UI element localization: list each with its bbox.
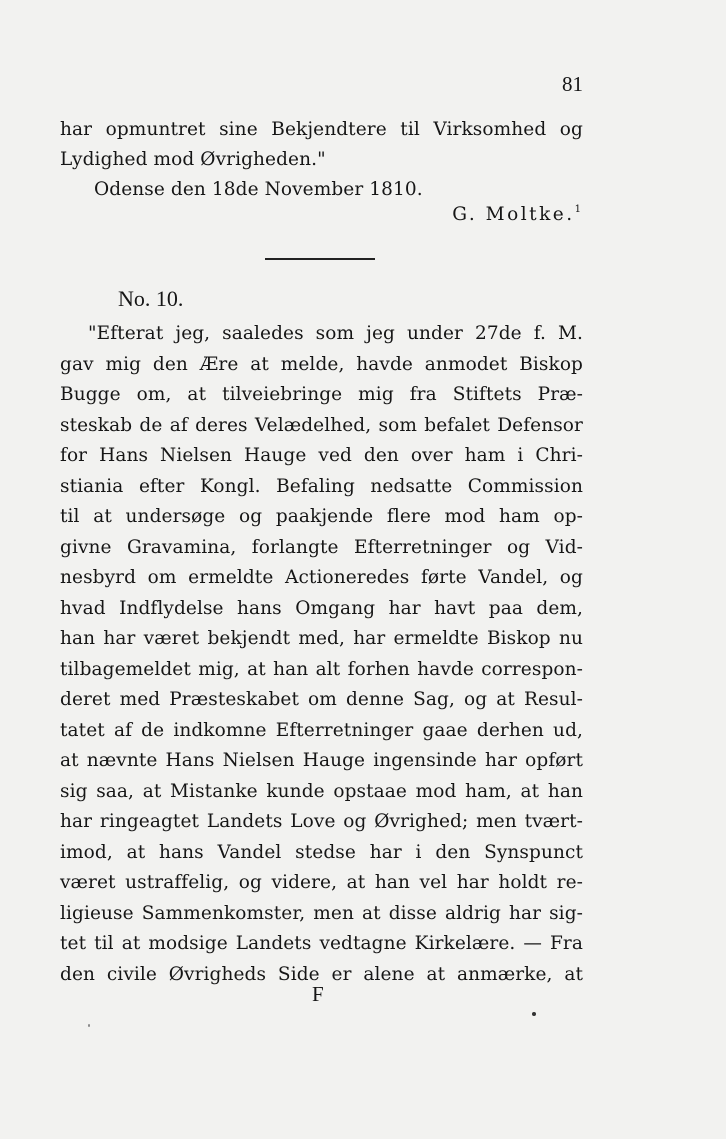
opening-line: har opmuntret sine Bekjendtere til Virksomhed og [60,119,583,140]
body-line: steskab de af deres Velædelhed, som befalet Defensor [60,415,583,436]
signature-name: G. Moltke. [452,204,575,225]
dateline: Odense den 18de November 1810. [94,179,423,200]
body-line: tet til at modsige Landets vedtagne Kirkelære. — Fra [60,933,583,954]
body-line: sig saa, at Mistanke kunde opstaae mod ham, at han [60,781,583,802]
body-line: hvad Indflydelse hans Omgang har havt paa dem, [60,598,583,619]
body-line: nesbyrd om ermeldte Actioneredes førte Vandel, og [60,567,583,588]
body-line: for Hans Nielsen Hauge ved den over ham i Chri- [60,445,583,466]
body-line: "Efterat jeg, saaledes som jeg under 27de f. M. [88,323,583,344]
opening-line: Lydighed mod Øvrigheden." [60,149,326,170]
body-line: den civile Øvrigheds Side er alene at anmærke, at [60,964,583,985]
ink-speck [88,1024,90,1027]
body-line: har ringeagtet Landets Love og Øvrighed; men tvært- [60,811,583,832]
body-line: deret med Præsteskabet om denne Sag, og at Resul- [60,689,583,710]
signature [452,204,581,225]
ink-speck [532,1012,536,1016]
body-line: gav mig den Ære at melde, havde anmodet Biskop [60,354,583,375]
section-divider [265,258,375,260]
page-number: 81 [562,72,583,96]
body-line: til at undersøge og paakjende flere mod ham op- [60,506,583,527]
body-line: tilbagemeldet mig, at han alt forhen havde correspon- [60,659,583,680]
signature-mark: F [312,982,324,1006]
body-line: han har været bekjendt med, har ermeldte Biskop nu [60,628,583,649]
footnote-marker: 1 [574,204,581,215]
body-line: været ustraffelig, og videre, at han vel har holdt re- [60,872,583,893]
body-line: givne Gravamina, forlangte Efterretninger og Vid- [60,537,583,558]
body-line: ligieuse Sammenkomster, men at disse aldrig har sig- [60,903,583,924]
body-line: Bugge om, at tilveiebringe mig fra Stiftets Præ- [60,384,583,405]
body-line: at nævnte Hans Nielsen Hauge ingensinde har opført [60,750,583,771]
body-line: stiania efter Kongl. Befaling nedsatte Commission [60,476,583,497]
body-line: imod, at hans Vandel stedse har i den Synspunct [60,842,583,863]
document-number: No. 10. [118,286,184,311]
body-line: tatet af de indkomne Efterretninger gaae derhen ud, [60,720,583,741]
